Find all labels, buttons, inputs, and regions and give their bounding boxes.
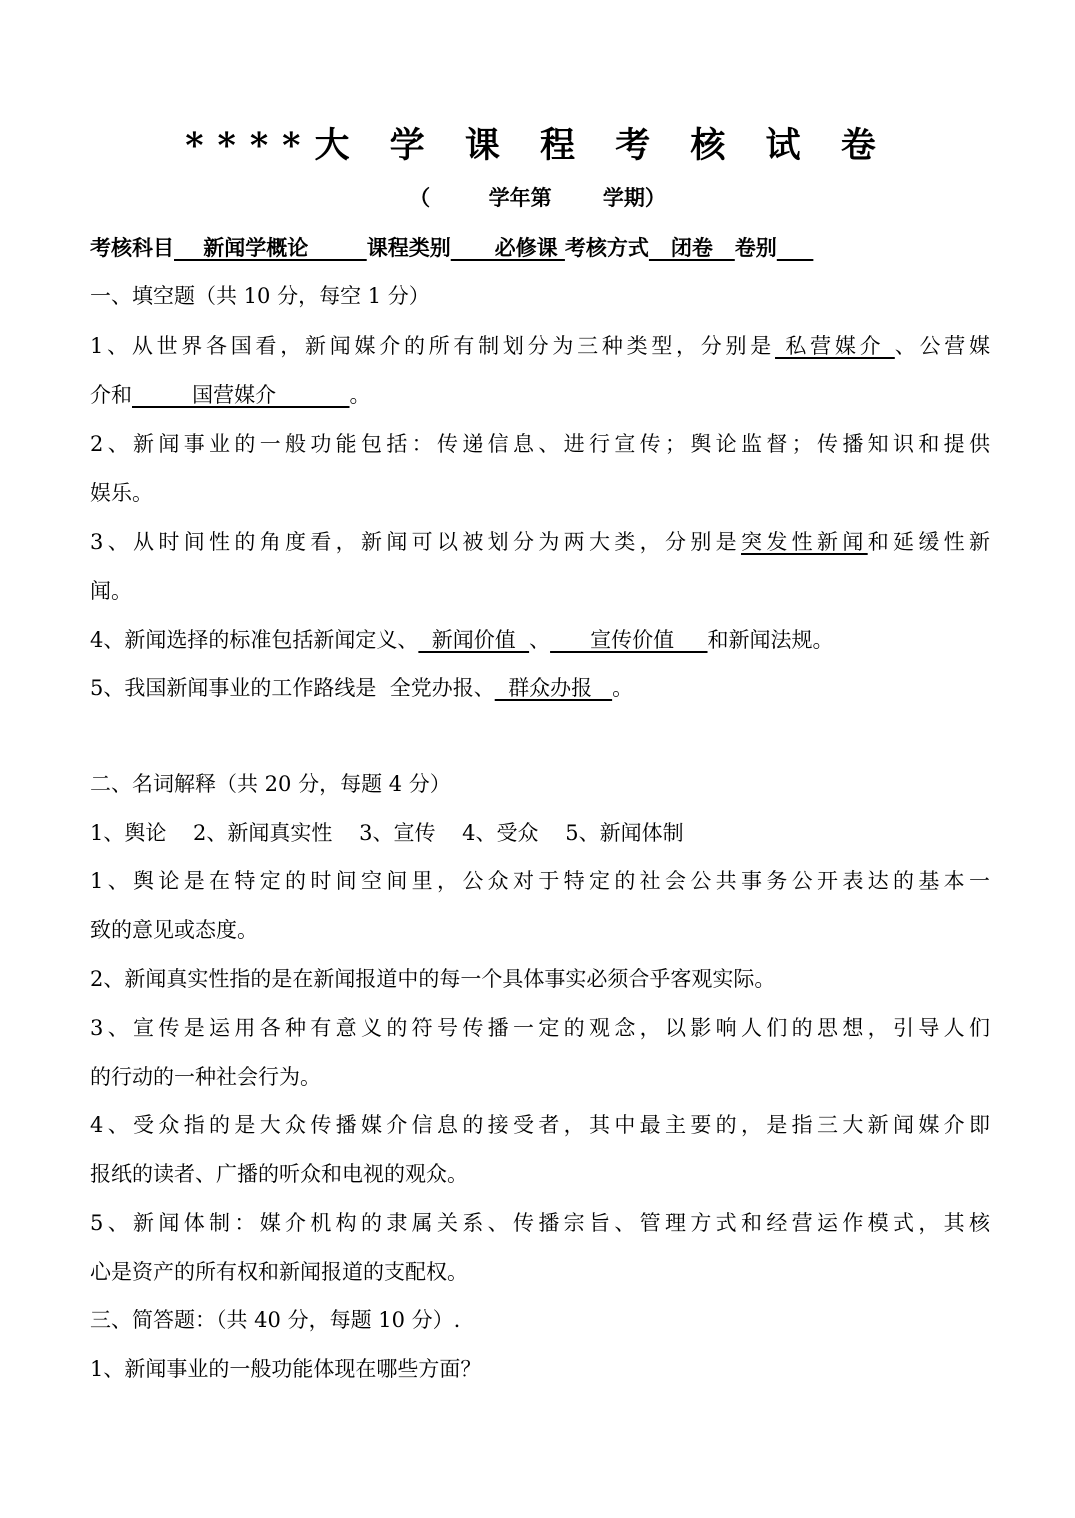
s1-q5-blank: 群众办报 — [494, 676, 613, 700]
paper-value — [777, 235, 814, 260]
method-value: 闭卷 — [648, 235, 735, 260]
s1-q1-line2: 介和 国营媒介 。 — [90, 383, 371, 407]
exam-info-row — [90, 232, 813, 262]
section2-heading: 二、名词解释（共 20 分，每题 4 分） — [90, 772, 451, 796]
category-label: 课程类别 — [366, 235, 451, 260]
subject-label: 考核科目 — [90, 235, 174, 260]
method-label: 考核方式 — [564, 235, 649, 260]
s2-a3-line2: 的行动的一种社会行为。 — [90, 1065, 321, 1089]
s1-q4-blank2: 宣传价值 — [550, 628, 708, 652]
s2-terms: 1、舆论 2、新闻真实性 3、宣传 4、受众 5、新闻体制 — [90, 821, 684, 845]
subject-value: 新闻学概论 — [174, 235, 367, 260]
exam-term: （ 学年第 学期） — [409, 185, 666, 210]
s2-a5-line1: 5、新闻体制：媒介机构的隶属关系、传播宗旨、管理方式和经营运作模式，其核 — [90, 1211, 990, 1235]
s2-a2-line1: 2、新闻真实性指的是在新闻报道中的每一个具体事实必须合乎客观实际。 — [90, 967, 776, 991]
s1-q3-line1: 3、从时间性的角度看，新闻可以被划分为两大类，分别是突发性新闻和延缓性新 — [90, 530, 991, 554]
s1-q2-line2: 娱乐。 — [90, 481, 153, 505]
s1-q4: 4、新闻选择的标准包括新闻定义、 新闻价值 、 宣传价值 和新闻法规。 — [90, 628, 834, 652]
s1-q1-blank1: 私营媒介 — [775, 334, 895, 358]
paper-label: 卷别 — [734, 235, 777, 260]
s2-a4-line2: 报纸的读者、广播的听众和电视的观众。 — [90, 1162, 468, 1186]
section3-heading: 三、简答题：（共 40 分，每题 10 分）. — [90, 1308, 461, 1332]
s2-a4-line1: 4、受众指的是大众传播媒介信息的接受者，其中最主要的，是指三大新闻媒介即 — [90, 1113, 990, 1137]
exam-title: ****大 学 课 程 考 核 试 卷 — [185, 125, 890, 166]
s2-a1-line1: 1、舆论是在特定的时间空间里，公众对于特定的社会公共事务公开表达的基本一 — [90, 869, 990, 893]
section1-heading: 一、填空题（共 10 分，每空 1 分） — [90, 284, 430, 308]
s1-q3-line2: 闻。 — [90, 579, 132, 603]
s2-a5-line2: 心是资产的所有权和新闻报道的支配权。 — [90, 1260, 468, 1284]
s1-q3-blank: 突发性新闻 — [741, 530, 868, 554]
category-value: 必修课 — [450, 235, 565, 260]
s1-q4-blank1: 新闻价值 — [418, 628, 530, 652]
s1-q1-blank2: 国营媒介 — [132, 383, 350, 407]
s3-q1: 1、新闻事业的一般功能体现在哪些方面？ — [90, 1357, 482, 1381]
s1-q1-line1: 1、从世界各国看，新闻媒介的所有制划分为三种类型，分别是 私营媒介 、公营媒 — [90, 334, 991, 358]
s2-a3-line1: 3、宣传是运用各种有意义的符号传播一定的观念，以影响人们的思想，引导人们 — [90, 1016, 990, 1040]
s1-q5: 5、我国新闻事业的工作路线是 全党办报、 群众办报 。 — [90, 676, 634, 700]
s1-q2-line1: 2、新闻事业的一般功能包括：传递信息、进行宣传；舆论监督；传播知识和提供 — [90, 432, 990, 456]
s2-a1-line2: 致的意见或态度。 — [90, 918, 258, 942]
